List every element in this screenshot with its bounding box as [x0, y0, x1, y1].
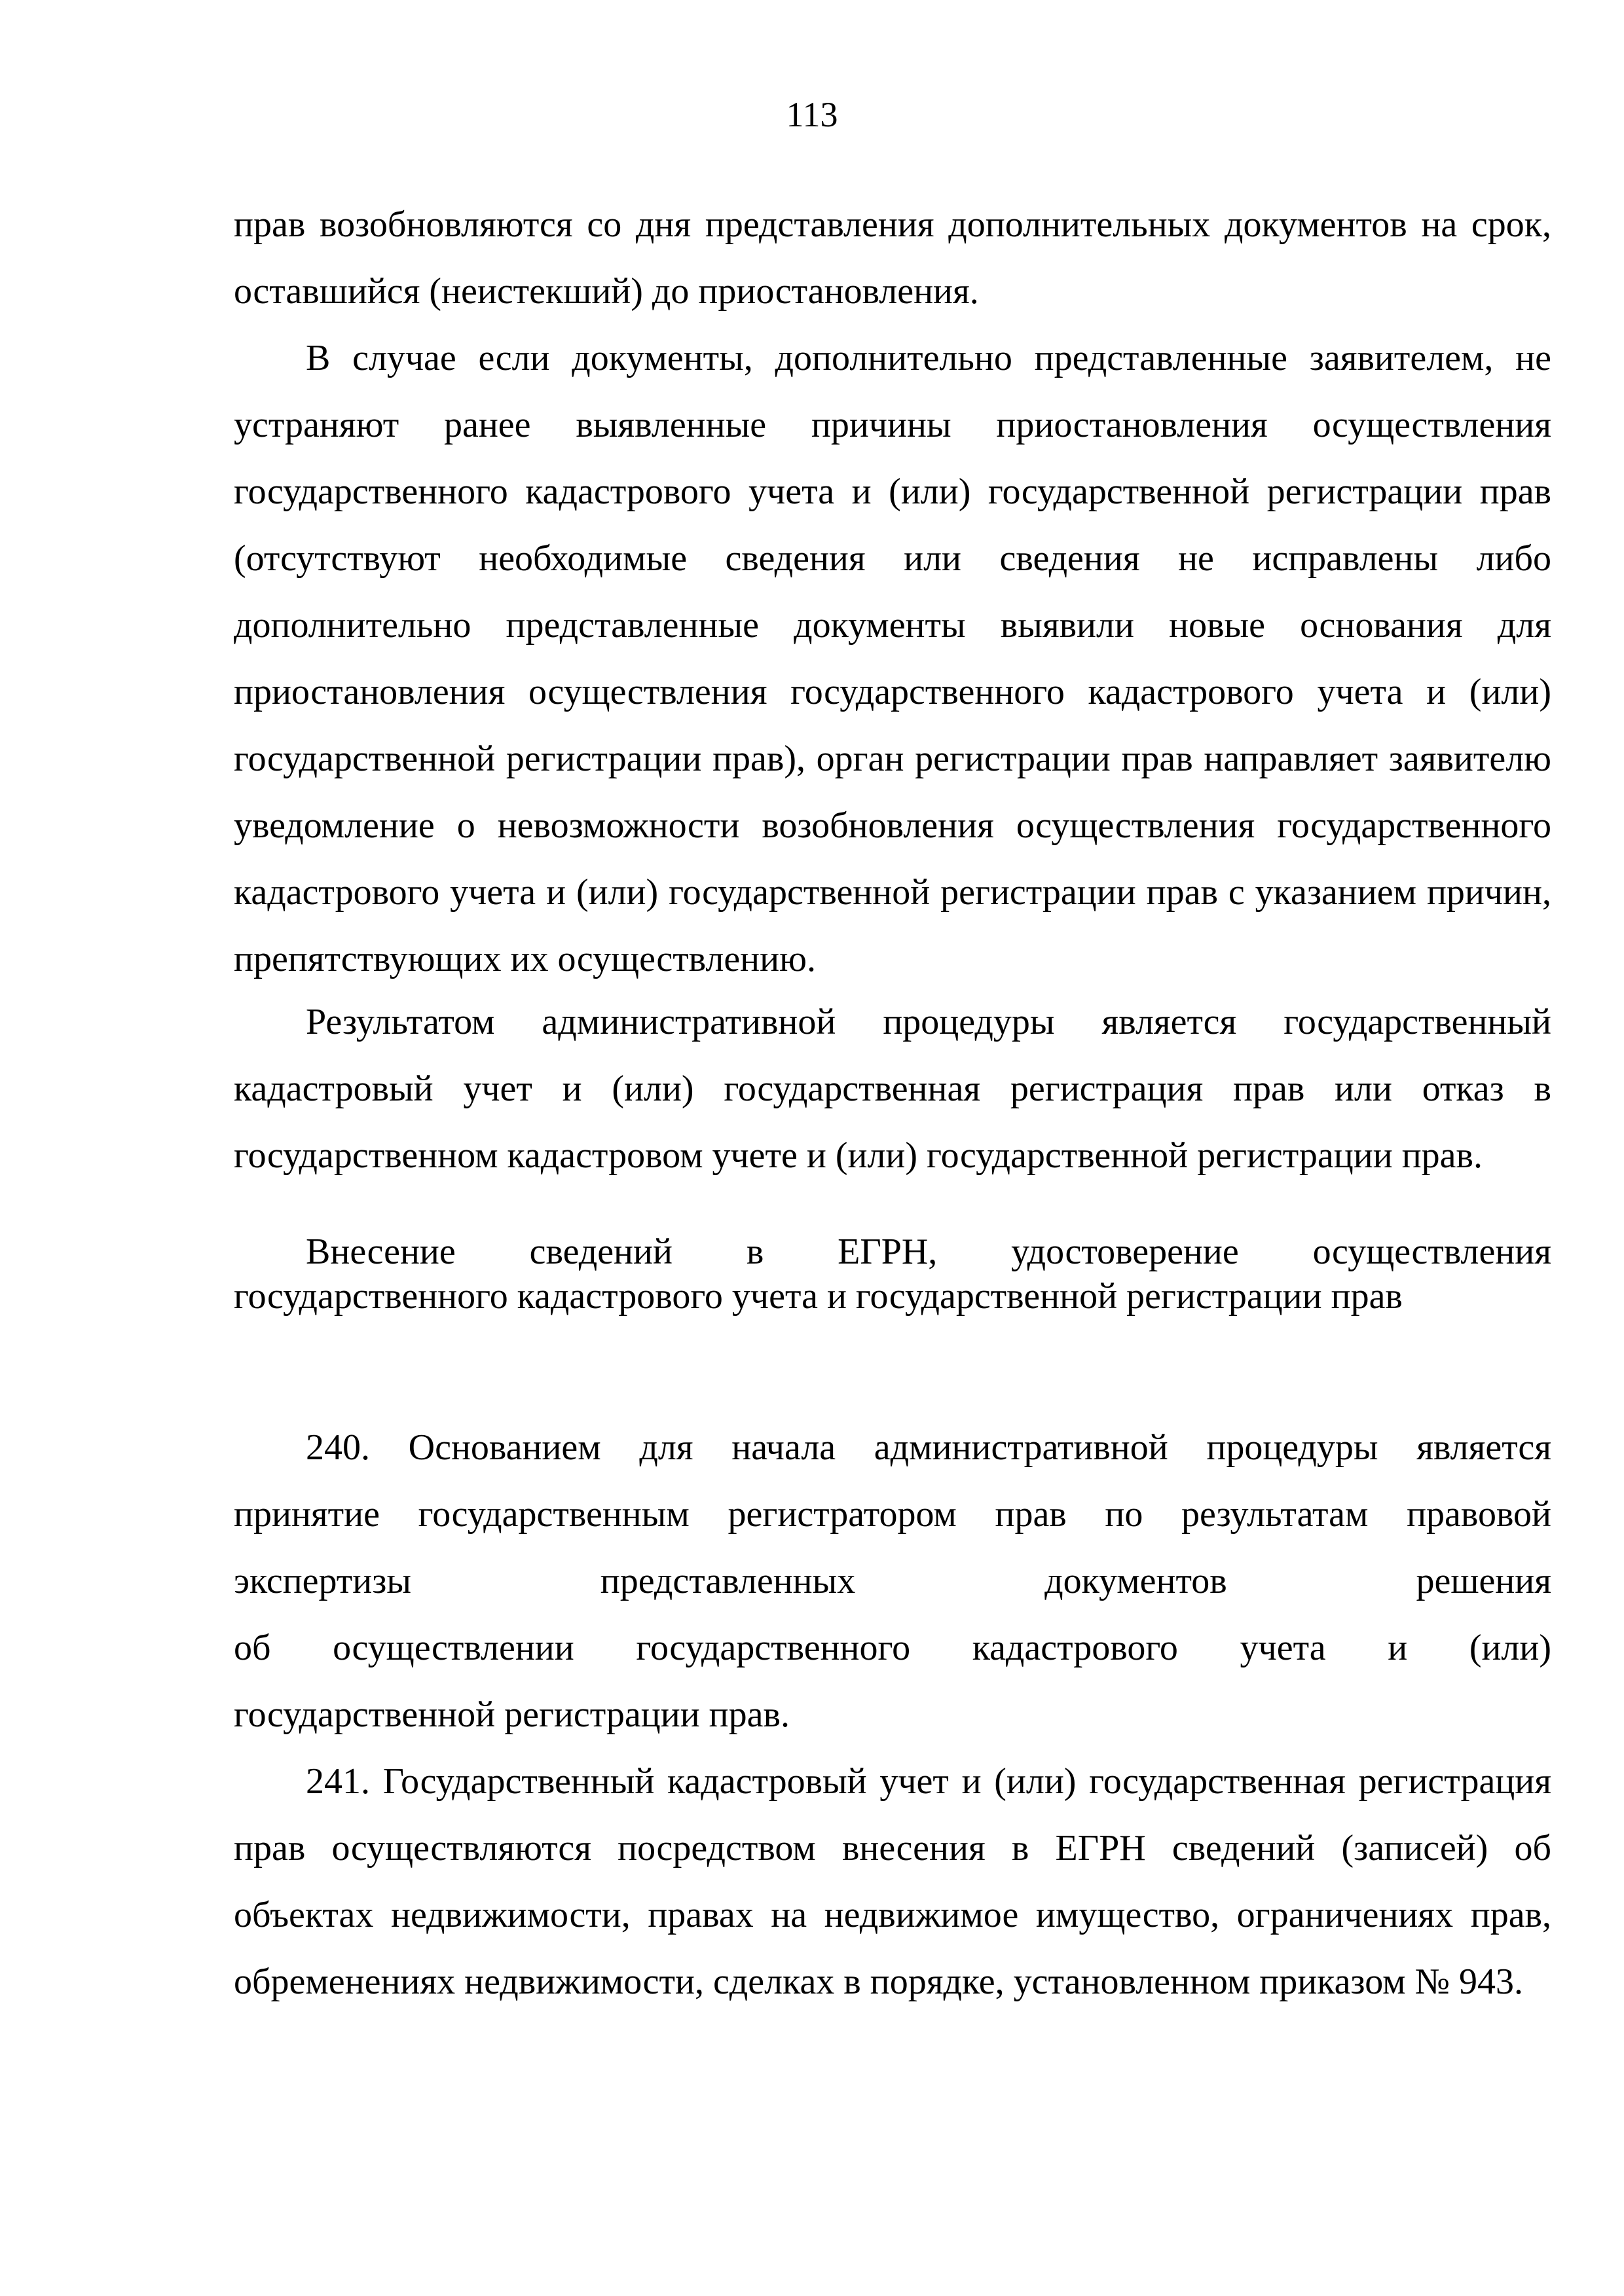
paragraph-continuation: прав возобновляются со дня представления дополнительных документов на срок, оставшийся (неистекший) до приостановления. [234, 204, 1551, 312]
paragraph-240-line-4: об осуществлении государственного кадастрового учета и (или) [234, 1628, 1551, 1668]
paragraph-240-line-1: 240. Основанием для начала административной процедуры является [306, 1427, 1551, 1468]
section-heading-line-2: государственного кадастрового учета и государственной регистрации прав [234, 1276, 1403, 1317]
spacer [234, 1319, 1551, 1414]
section-heading [234, 1230, 1551, 1319]
page-number: 113 [786, 95, 838, 134]
paragraph-241: 241. Государственный кадастровый учет и (или) государственная регистрация прав осуществляются посредством внесения в ЕГРН сведений (записей) об объектах недвижимости, правах на недвижимое имущество, ограничениях прав, обременениях недвижимости, сделках в порядке, установленном приказом № 943. [234, 1761, 1551, 2002]
paragraph-240-line-3: экспертизы представленных документов решения [234, 1561, 1551, 1601]
paragraph-240-line-5: государственной регистрации прав. [234, 1694, 790, 1735]
paragraph-240-line-2: принятие государственным регистратором прав по результатам правовой [234, 1494, 1551, 1535]
paragraph-procedure-result: Результатом административной процедуры является государственный кадастровый учет и (или) государственная регистрация прав или отказ в государственном кадастровом учете и (или) государственной регистрации прав. [234, 1002, 1551, 1176]
paragraph-240 [234, 1414, 1551, 1748]
spacer [234, 1189, 1551, 1230]
paragraph-documents-not-eliminating: В случае если документы, дополнительно представленные заявителем, не устраняют ранее выявленные причины приостановления осуществления государственного кадастрового учета и (или) государственной регистрации прав (отсутствуют необходимые сведения или сведения не исправлены либо дополнительно представленные документы выявили новые основания для приостановления осуществления государственного кадастрового учета и (или) государственной регистрации прав), орган регистрации прав направляет заявителю уведомление о невозможности возобновления осуществления государственного кадастрового учета и (или) государственной регистрации прав с указанием причин, препятствующих их осуществлению. [234, 338, 1551, 979]
section-heading-line-1: Внесение сведений в ЕГРН, удостоверение осуществления [306, 1231, 1551, 1272]
document-body [234, 191, 1551, 2015]
